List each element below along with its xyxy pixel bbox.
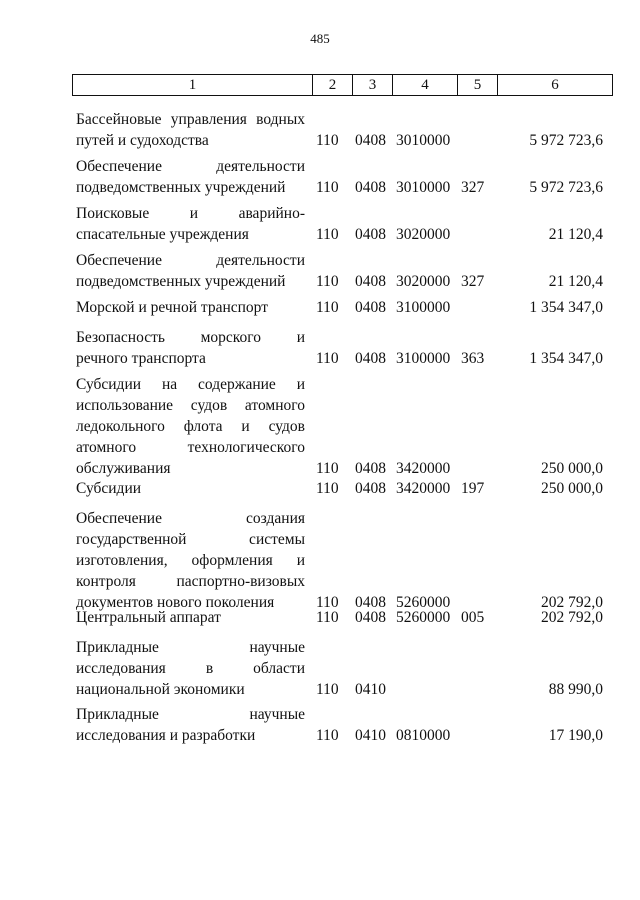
- row-description: [76, 297, 305, 318]
- subsection-code: 0408: [355, 273, 386, 290]
- description-line: обслуживания: [76, 460, 171, 477]
- page-number: 485: [310, 31, 330, 46]
- description-line: Бассейновые управления водных: [76, 111, 305, 128]
- description-line: Обеспечение создания: [76, 510, 305, 527]
- section-code: 110: [316, 727, 339, 744]
- subsection-code: 0408: [355, 594, 386, 611]
- target-article-code: 5260000: [396, 594, 451, 611]
- section-code: 110: [316, 299, 339, 316]
- description-line: исследования и разработки: [76, 727, 256, 744]
- description-line: Безопасность морского и: [76, 329, 305, 346]
- amount: 17 190,0: [548, 727, 603, 744]
- description-line: подведомственных учреждений: [76, 273, 286, 290]
- row-description: [76, 478, 305, 499]
- description-line: подведомственных учреждений: [76, 179, 286, 196]
- amount: 250 000,0: [541, 480, 603, 497]
- amount: 1 354 347,0: [529, 299, 603, 316]
- description-line: Субсидии: [76, 480, 142, 497]
- column-header-table: [72, 74, 613, 96]
- target-article-code: 3020000: [396, 226, 451, 243]
- description-line: атомного технологического: [76, 439, 305, 456]
- header-row: [73, 75, 613, 96]
- subsection-code: 0408: [355, 179, 386, 196]
- target-article-code: 0810000: [396, 727, 451, 744]
- description-line: речного транспорта: [76, 350, 206, 367]
- subsection-code: 0408: [355, 132, 386, 149]
- subsection-code: 0410: [355, 727, 386, 744]
- subsection-code: 0408: [355, 480, 386, 497]
- section-code: 110: [316, 132, 339, 149]
- header-col-5: 5: [458, 75, 498, 96]
- section-code: 110: [316, 681, 339, 698]
- header-col-4: 4: [393, 75, 458, 96]
- target-article-code: 3420000: [396, 480, 451, 497]
- target-article-code: 3020000: [396, 273, 451, 290]
- description-line: Обеспечение деятельности: [76, 158, 305, 175]
- section-code: 110: [316, 273, 339, 290]
- section-code: 110: [316, 594, 339, 611]
- expense-type-code: 005: [461, 609, 485, 626]
- description-line: спасательные учреждения: [76, 226, 249, 243]
- header-col-1: 1: [73, 75, 313, 96]
- description-line: Прикладные научные: [76, 706, 305, 723]
- description-line: Морской и речной транспорт: [76, 299, 268, 316]
- section-code: 110: [316, 179, 339, 196]
- section-code: 110: [316, 226, 339, 243]
- amount: 21 120,4: [548, 226, 603, 243]
- description-line: изготовления, оформления и: [76, 552, 305, 569]
- row-description: [76, 508, 305, 613]
- row-description: [76, 250, 305, 292]
- description-line: ледокольного флота и судов: [76, 418, 305, 435]
- subsection-code: 0408: [355, 460, 386, 477]
- section-code: 110: [316, 480, 339, 497]
- header-col-2: 2: [313, 75, 353, 96]
- header-col-3: 3: [353, 75, 393, 96]
- description-line: государственной системы: [76, 531, 305, 548]
- subsection-code: 0408: [355, 299, 386, 316]
- amount: 88 990,0: [548, 681, 603, 698]
- target-article-code: 3010000: [396, 179, 451, 196]
- description-line: контроля паспортно-визовых: [76, 573, 305, 590]
- row-description: [76, 374, 305, 479]
- row-description: [76, 704, 305, 746]
- row-description: [76, 637, 305, 700]
- header-col-6: 6: [498, 75, 613, 96]
- row-description: [76, 607, 305, 628]
- description-line: документов нового поколения: [76, 594, 275, 611]
- description-line: использование судов атомного: [76, 397, 305, 414]
- expense-type-code: 327: [461, 179, 485, 196]
- subsection-code: 0408: [355, 609, 386, 626]
- description-line: Поисковые и аварийно-: [76, 205, 305, 222]
- target-article-code: 5260000: [396, 609, 451, 626]
- section-code: 110: [316, 460, 339, 477]
- expense-type-code: 363: [461, 350, 485, 367]
- description-line: Центральный аппарат: [76, 609, 221, 626]
- section-code: 110: [316, 609, 339, 626]
- amount: 202 792,0: [541, 609, 603, 626]
- description-line: путей и судоходства: [76, 132, 209, 149]
- expense-type-code: 197: [461, 480, 485, 497]
- amount: 21 120,4: [548, 273, 603, 290]
- amount: 5 972 723,6: [529, 132, 603, 149]
- target-article-code: 3100000: [396, 299, 451, 316]
- amount: 1 354 347,0: [529, 350, 603, 367]
- target-article-code: 3010000: [396, 132, 451, 149]
- amount: 202 792,0: [541, 594, 603, 611]
- description-line: Прикладные научные: [76, 639, 305, 656]
- row-description: [76, 156, 305, 198]
- amount: 250 000,0: [541, 460, 603, 477]
- description-line: национальной экономики: [76, 681, 245, 698]
- row-description: [76, 109, 305, 151]
- row-description: [76, 327, 305, 369]
- expense-type-code: 327: [461, 273, 485, 290]
- amount: 5 972 723,6: [529, 179, 603, 196]
- description-line: Субсидии на содержание и: [76, 376, 305, 393]
- description-line: исследования в области: [76, 660, 305, 677]
- target-article-code: 3420000: [396, 460, 451, 477]
- subsection-code: 0408: [355, 226, 386, 243]
- target-article-code: 3100000: [396, 350, 451, 367]
- subsection-code: 0408: [355, 350, 386, 367]
- row-description: [76, 203, 305, 245]
- subsection-code: 0410: [355, 681, 386, 698]
- section-code: 110: [316, 350, 339, 367]
- description-line: Обеспечение деятельности: [76, 252, 305, 269]
